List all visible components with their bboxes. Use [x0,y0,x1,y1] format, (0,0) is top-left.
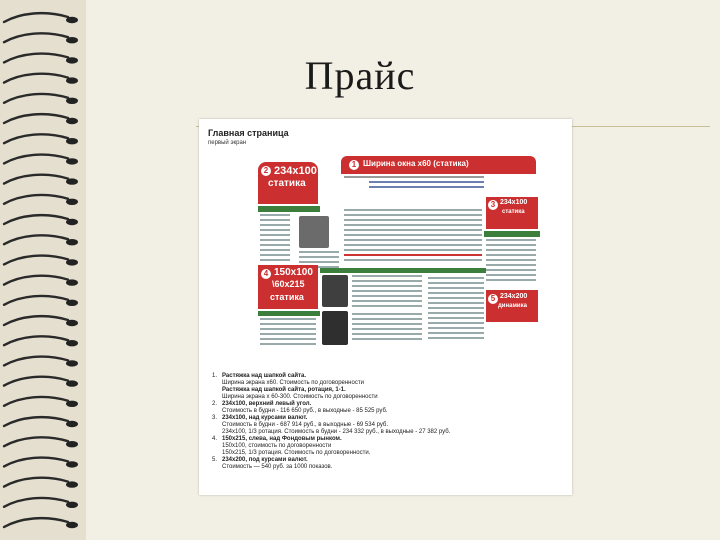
currency-table [486,239,536,284]
world-news [428,277,484,342]
stock-market-header [258,311,320,316]
nav-links [369,181,484,183]
price-line [212,443,422,450]
price-line [212,373,422,380]
price-line [212,422,422,429]
price-line-text: Стоимость в будни - 116 650 руб., в выходные - 85 525 руб. [222,408,388,414]
price-line [212,429,451,436]
price-line-text: Стоимость в будни - 687 914 руб., в выходные - 69 534 руб. [222,422,389,428]
price-line [212,464,422,471]
banner-3-number: 3 [488,200,498,210]
price-item-number: 1. [212,373,218,379]
price-item-number: 3. [212,415,218,421]
banner-5-type: динамика [498,303,527,309]
banner-1-label: Ширина окна х60 (статика) [363,159,469,168]
price-line-text: 234x200, под курсами валют. [222,457,308,463]
banner-4-type: статика [270,292,304,302]
banner-3-type: статика [502,209,525,215]
price-line-text: 150x100, стоимость по договоренности [222,443,332,449]
banner-3-size: 234x100 [500,199,528,206]
rubric-list [260,214,290,264]
rubric-header [258,206,320,212]
banner-1-stretch [341,156,536,174]
price-line-text: 150x215, слева, над Фондовым рынком. [222,436,342,442]
price-line [212,408,422,415]
price-line [212,457,422,464]
banner-5-number: 5 [488,294,498,304]
site-page-title: Главная страница [208,128,289,138]
price-line [212,436,422,443]
banner-4-number: 4 [261,269,271,279]
economy-header [320,268,426,273]
banner-4-size: 150x100 [274,267,313,278]
price-line-text: 150x215, 1/3 ротация. Стоимость по договоренности. [222,450,371,456]
banner-4 [258,265,318,309]
economy-photo [322,275,348,307]
price-line-text: Растяжка над шапкой сайта. [222,373,307,379]
second-news-list [352,313,422,343]
price-line-text: 234x100, 1/3 ротация. Стоимость в будни - 234 332 руб., в выходные - 27 382 руб. [222,429,451,435]
slide-title: Прайс [304,53,416,98]
price-line [212,415,422,422]
price-line-text: Ширина экрана х60. Стоимость по договоренности [222,380,364,386]
world-header [426,268,486,273]
banner-1-number: 1 [349,160,359,170]
banner-2 [258,162,318,204]
site-mockup [204,123,537,481]
price-document [199,119,572,495]
banner-2-type: статика [268,178,306,189]
price-list [212,373,451,471]
price-item-number: 5. [212,457,218,463]
currency-header [484,231,540,237]
banner-4-size-alt: \60x215 [272,279,305,289]
price-line-text: Ширина экрана х 60-300. Стоимость по договоренности [222,394,378,400]
banner-2-size: 234x100 [274,165,317,177]
news-photo [299,216,329,248]
site-page-subtitle: первый экран [208,140,247,146]
price-line-text: 234x100, верхний левый угол. [222,401,312,407]
price-line [212,450,422,457]
price-line-text: Стоимость — 540 руб. за 1000 показов. [222,464,333,470]
price-line [212,401,422,408]
price-item-number: 2. [212,401,218,407]
price-line-text: Растяжка над шапкой сайта, ротация, 1-1. [222,387,346,393]
banner-5-size: 234x200 [500,293,528,300]
news-highlight [344,254,482,256]
banner-3 [486,197,538,229]
banner-5 [486,290,538,322]
second-news-photo [322,311,348,345]
nav-strip [344,176,484,178]
price-line-text: 234x100, над курсами валют. [222,415,308,421]
price-line [212,394,422,401]
economy-news [352,275,422,310]
price-line [212,380,422,387]
price-line [212,387,422,394]
stock-market-list [260,318,316,348]
price-item-number: 4. [212,436,218,442]
banner-2-number: 2 [261,166,271,176]
nav-links-2 [369,186,484,188]
